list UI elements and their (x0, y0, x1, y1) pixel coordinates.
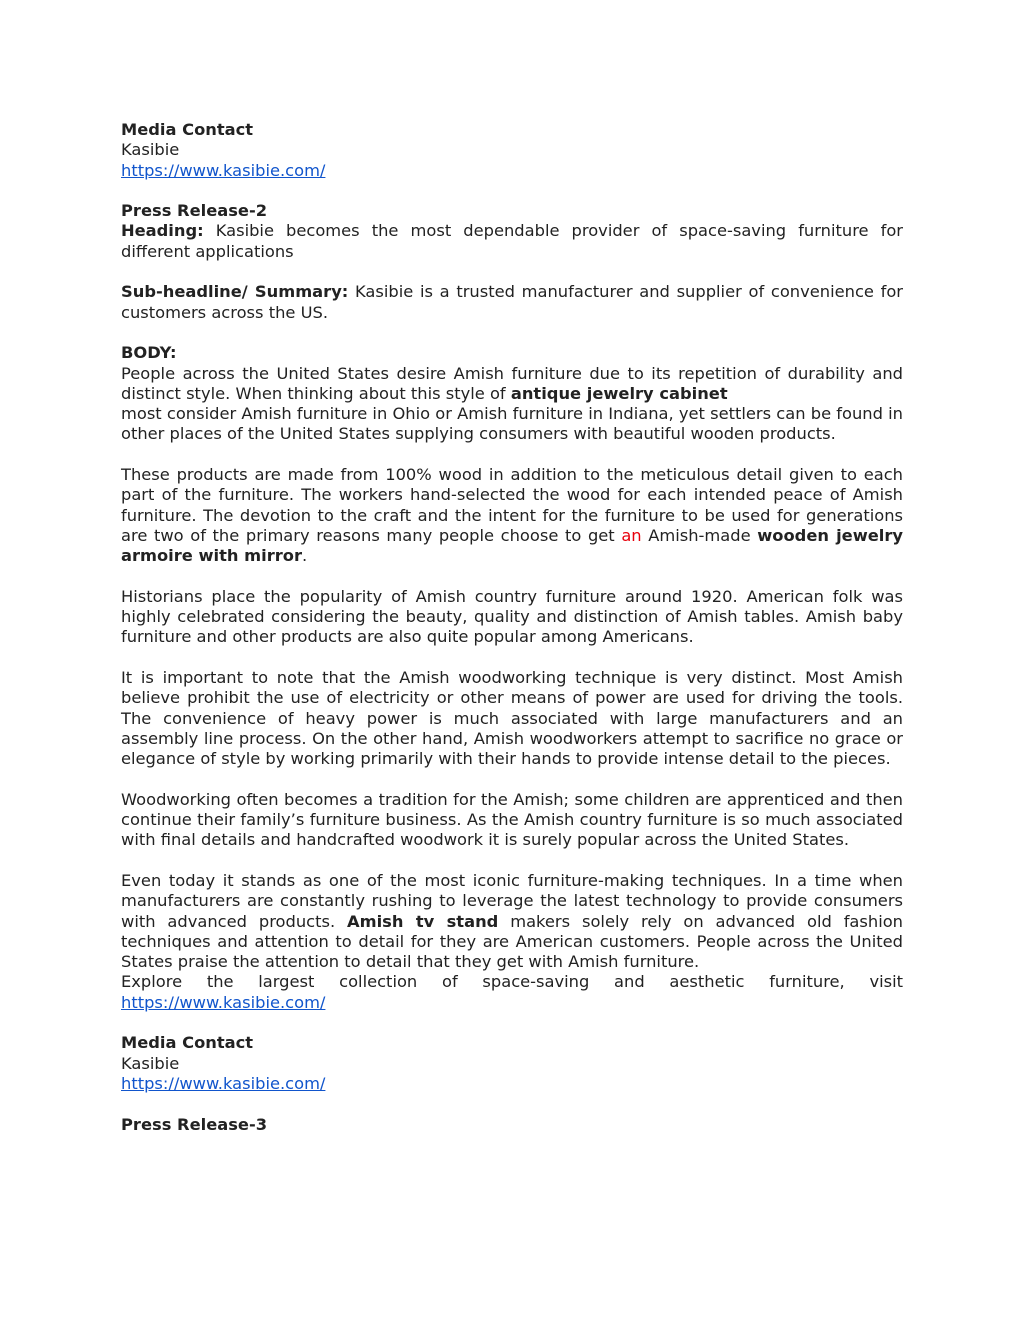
body-paragraph-4: It is important to note that the Amish woodworking technique is very distinct. Most Amish believe prohibit the use of electricity or other means of power are used for driving the tools. The convenience of heavy power is much associated with large manufacturers and an assembly line process. On the other hand, Amish woodworkers attempt to sacrifice no grace or elegance of style by working primarily with their hands to provide intense detail to the pieces. (121, 668, 903, 769)
body-paragraph-5: Woodworking often becomes a tradition for the Amish; some children are apprenticed and then continue their family’s furniture business. As the Amish country furniture is so much associated with final details and handcrafted woodwork it is surely popular across the United States. (121, 789, 903, 850)
heading-text: Kasibie becomes the most dependable provider of space-saving furniture for different applications (121, 221, 903, 261)
media-contact-link-2[interactable]: https://www.kasibie.com/ (121, 1073, 326, 1093)
body-paragraph-2 (121, 465, 903, 566)
keyword-amish-tv-stand: Amish tv stand (347, 911, 499, 931)
next-press-release-title: Press Release-3 (121, 1114, 268, 1134)
explore-line: Explore the largest collection of space-saving and aesthetic furniture, visit (121, 972, 903, 992)
media-contact-heading: Media Contact (121, 120, 254, 139)
body-p2-text: These products are made from 100% wood in addition to the meticulous detail given to each part of the furniture. The workers hand-selected the wood for each intended peace of Amish furniture. The devotion to the craft and the intent for the furniture to be used for generations are two of the primary reasons many people choose to get (121, 465, 903, 545)
highlighted-word: an (621, 525, 642, 545)
press-release-title: Press Release-2 (121, 201, 268, 221)
document-page (121, 120, 903, 1135)
heading-label: Heading: (121, 221, 204, 241)
media-contact-name: Kasibie (121, 140, 180, 160)
sub-headline-text: Kasibie is a trusted manufacturer and supplier of convenience for customers across the US. (121, 282, 903, 322)
body-p1-text-cont: most consider Amish furniture in Ohio or Amish furniture in Indiana, yet settlers can be found in other places of the United States supplying consumers with beautiful wooden products. (121, 404, 903, 444)
press-release-heading (121, 221, 903, 262)
body-p2-text-cont: Amish-made (641, 525, 758, 545)
keyword-antique-jewelry-cabinet: antique jewelry cabinet (510, 383, 728, 403)
body-paragraph-6 (121, 871, 903, 972)
body-p6-text-cont: makers solely rely on advanced old fashion techniques and attention to detail for they are American customers. People across the United States praise the attention to detail that they get with Amish furniture. (121, 911, 904, 972)
keyword-wooden-jewelry-armoire: wooden jewelry armoire with mirror (121, 525, 903, 566)
body-label: BODY: (121, 343, 177, 363)
sub-headline-label: Sub-headline/ Summary: (121, 282, 349, 302)
media-contact-block (121, 120, 903, 181)
body-p2-period: . (301, 546, 308, 566)
body-paragraph-1 (121, 364, 903, 445)
body-p1-text: People across the United States desire Amish furniture due to its repetition of durability and distinct style. When thinking about this style of (121, 363, 903, 403)
media-contact-name-2: Kasibie (121, 1053, 180, 1073)
explore-link[interactable]: https://www.kasibie.com/ (121, 992, 326, 1012)
media-contact-heading-2: Media Contact (121, 1033, 254, 1053)
press-release-header (121, 201, 903, 262)
body-paragraph-3: Historians place the popularity of Amish country furniture around 1920. American folk was highly celebrated considering the beauty, quality and distinction of Amish tables. Amish baby furniture and other products are also quite popular among Americans. (121, 586, 903, 647)
sub-headline (121, 282, 903, 323)
body-p6-text: Even today it stands as one of the most iconic furniture-making techniques. In a time when manufacturers are constantly rushing to leverage the latest technology to provide consumers with advanced products. (121, 870, 903, 931)
media-contact-block-2 (121, 1033, 903, 1094)
media-contact-link[interactable]: https://www.kasibie.com/ (121, 160, 326, 180)
